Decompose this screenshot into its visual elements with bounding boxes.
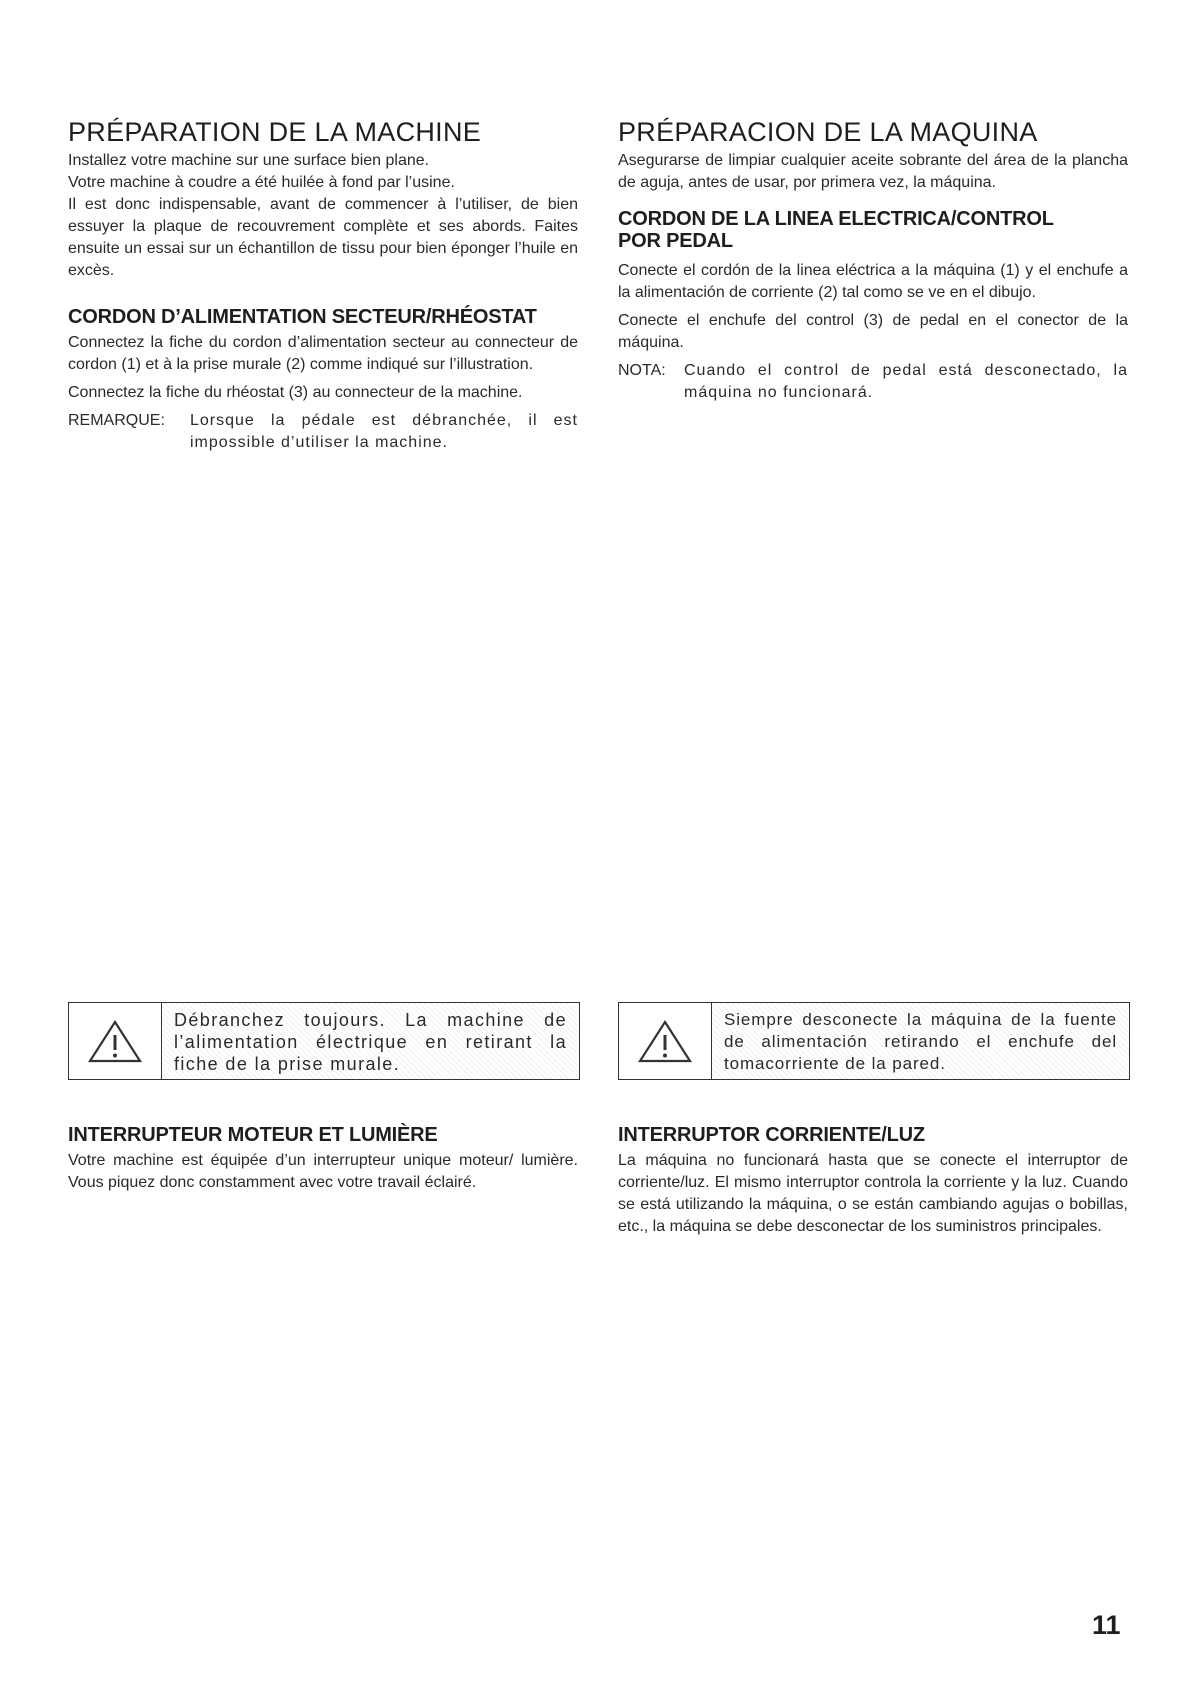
- fr-switch-heading: INTERRUPTEUR MOTEUR ET LUMIÈRE: [68, 1124, 438, 1146]
- es-warning-icon-cell: [619, 1003, 712, 1079]
- fr-cord-paragraph-2: Connectez la fiche du rhéostat (3) au connecteur de la machine.: [68, 384, 523, 401]
- fr-intro-line-3: Il est donc indispensable, avant de commencer à l’utiliser, de bien essuyer la plaque de recouvrement complète et ses abords. Faites ensuite un essai sur un échantillon de tissu pour bien éponger l’huile en excès.: [68, 196, 578, 279]
- page-number: 11: [1092, 1610, 1121, 1640]
- fr-switch-text: Votre machine est équipée d’un interrupteur unique moteur/ lumière. Vous piquez donc constamment avec votre travail éclairé.: [68, 1152, 578, 1191]
- es-warning-box: [618, 1002, 1130, 1080]
- es-note: [618, 360, 1128, 404]
- fr-cord-paragraph-1: Connectez la fiche du cordon d’alimentation secteur au connecteur de cordon (1) et à la prise murale (2) comme indiqué sur l’illustration.: [68, 334, 578, 373]
- es-switch-text: La máquina no funcionará hasta que se conecte el interruptor de corriente/luz. El mismo interruptor controla la corriente y la luz. Cuando se está utilizando la máquina, o se están cambiando agujas o bobillas, etc., la máquina se debe desconectar de los suministros principales.: [618, 1152, 1128, 1235]
- es-title: PRÉPARACION DE LA MAQUINA: [618, 117, 1038, 147]
- es-cord-heading-line-1: CORDON DE LA LINEA ELECTRICA/CONTROL: [618, 208, 1054, 230]
- es-warning-text: Siempre desconecte la máquina de la fuente de alimentación retirando el enchufe del tomacorriente de la pared.: [712, 1003, 1129, 1079]
- fr-note-label: REMARQUE:: [68, 412, 165, 429]
- fr-note-text: Lorsque la pédale est débranchée, il est impossible d’utiliser la machine.: [190, 412, 578, 451]
- es-cord-paragraph-1: Conecte el cordón de la linea eléctrica a la máquina (1) y el enchufe a la alimentación de corriente (2) tal como se ve en el dibujo.: [618, 262, 1128, 301]
- fr-warning-box: [68, 1002, 580, 1080]
- fr-warning-icon-cell: [69, 1003, 162, 1079]
- es-note-label: NOTA:: [618, 362, 666, 379]
- fr-warning-text: Débranchez toujours. La machine de l’alimentation électrique en retirant la fiche de la prise murale.: [162, 1003, 579, 1079]
- spanish-column: [618, 116, 1128, 404]
- fr-intro-line-1: Installez votre machine sur une surface bien plane.: [68, 152, 430, 169]
- fr-cord-heading: CORDON D’ALIMENTATION SECTEUR/RHÉOSTAT: [68, 306, 537, 328]
- es-note-text: Cuando el control de pedal está desconectado, la máquina no funcionará.: [684, 362, 1128, 401]
- fr-note: [68, 410, 578, 454]
- warning-triangle-icon: [87, 1018, 143, 1064]
- es-cord-heading-line-2: POR PEDAL: [618, 230, 733, 252]
- es-switch-section: [618, 1124, 1128, 1238]
- es-switch-heading: INTERRUPTOR CORRIENTE/LUZ: [618, 1124, 925, 1146]
- warning-triangle-icon: [637, 1018, 693, 1064]
- french-column: [68, 116, 578, 454]
- fr-intro-line-2: Votre machine à coudre a été huilée à fond par l’usine.: [68, 174, 455, 191]
- es-cord-paragraph-2: Conecte el enchufe del control (3) de pedal en el conector de la máquina.: [618, 312, 1128, 351]
- es-intro: Asegurarse de limpiar cualquier aceite sobrante del área de la plancha de aguja, antes de usar, por primera vez, la máquina.: [618, 152, 1128, 191]
- fr-switch-section: [68, 1124, 578, 1194]
- fr-title: PRÉPARATION DE LA MACHINE: [68, 117, 482, 147]
